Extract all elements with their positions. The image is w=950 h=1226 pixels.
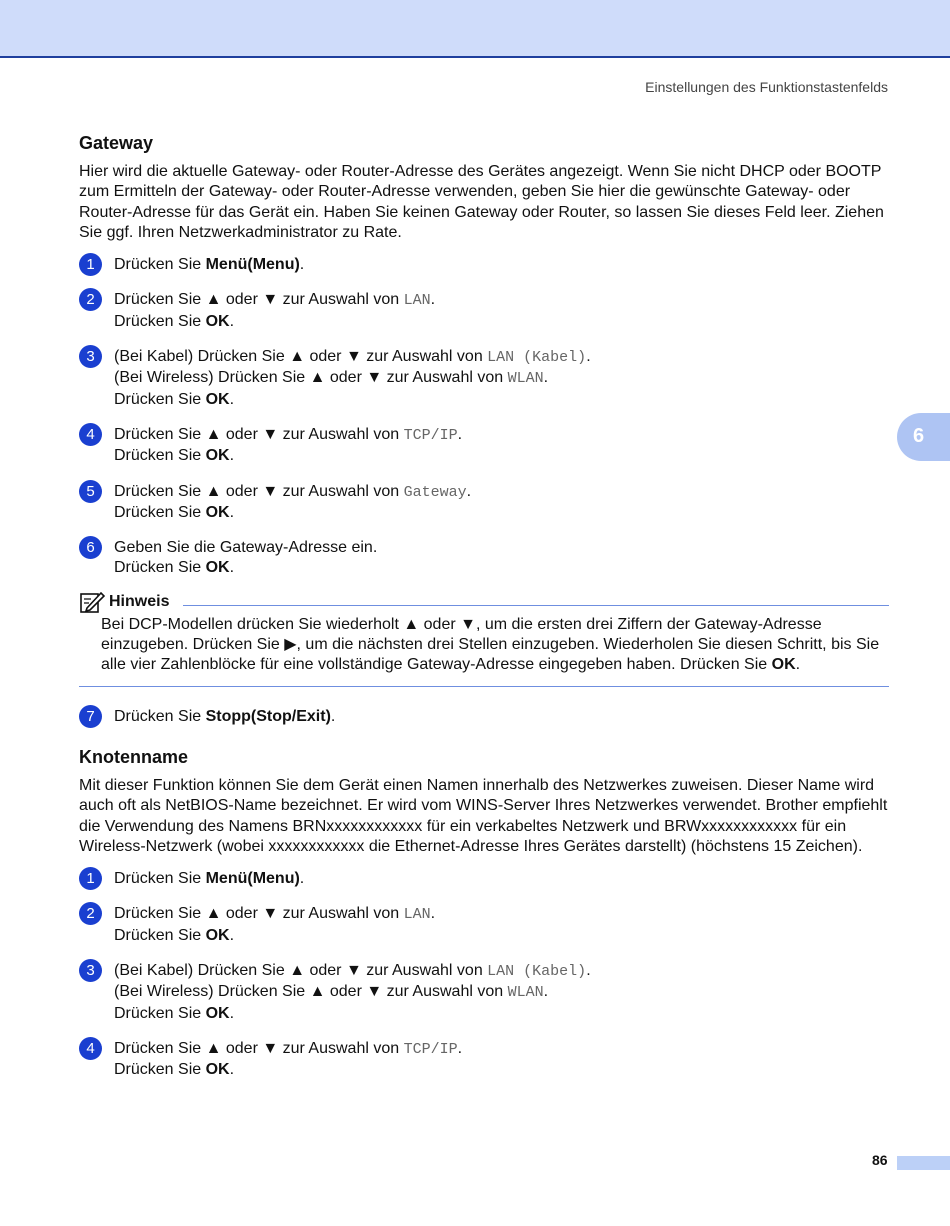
step-text: . [586,962,591,980]
step-item [79,961,889,1024]
step-text: Drücken Sie ▲ oder ▼ zur Auswahl von [114,1039,404,1057]
step-number-badge: 2 [79,288,102,311]
page-number: 86 [872,1152,888,1168]
note-text [79,615,889,676]
key-label: Menü(Menu) [205,870,300,888]
footer-bar [897,1156,950,1170]
menu-option: LAN (Kabel) [487,349,587,367]
step-text: . [229,312,235,330]
step-number-badge: 3 [79,959,102,982]
step-text: . [430,291,436,309]
step-text: Drücken Sie [114,926,206,944]
step-text: Drücken Sie [114,559,206,577]
key-label: OK [205,312,230,330]
section-title-knotenname: Knotenname [79,746,189,767]
page-content [79,133,889,1096]
step-text: . [543,983,549,1001]
step-item [79,1039,889,1081]
step-text: . [466,482,472,500]
step-text: Drücken Sie ▲ oder ▼ zur Auswahl von [114,905,404,923]
chapter-tab [897,413,950,461]
key-label: OK [205,447,230,465]
gateway-steps [79,255,889,579]
step-item [79,707,889,727]
step-number-badge: 1 [79,253,102,276]
note-pencil-icon [79,590,105,614]
key-label: OK [205,390,230,408]
note-title: Hinweis [109,592,170,610]
step-number-badge: 4 [79,1037,102,1060]
step-text: . [229,559,235,577]
step-text: Drücken Sie [114,707,206,725]
menu-option: TCP/IP [403,426,458,444]
section-knotenname [79,747,889,1081]
step-text: . [229,1061,235,1079]
key-label: OK [771,656,796,674]
menu-option: LAN [403,292,431,310]
step-text: Drücken Sie [114,256,206,274]
step-text: Drücken Sie [114,312,206,330]
step-text: . [330,707,336,725]
note-text-body: Bei DCP-Modellen drücken Sie wiederholt ▲ oder ▼, um die ersten drei Ziffern der Gateway-Adresse einzugeben. Drücken Sie ▶, um die nächsten drei Stellen einzugeben. Wiederholen Sie diesen Schritt, bis Sie alle vier Zahlenblöcke für eine vollständige Gateway-Adresse eingegeben haben. Drücken Sie [101,615,880,674]
knotenname-intro: Mit dieser Funktion können Sie dem Gerät einen Namen innerhalb des Netzwerkes zuweisen. Dieser Name wird auch oft als NetBIOS-Name bezeichnet. Er wird vom WINS-Server Ihres Netzwerkes verwendet. Brother empfiehlt die Verwendung des Namens BRNxxxxxxxxxxxx für ein verkabeltes Netzwerk und BRWxxxxxxxxxxxx für ein Wireless-Netzwerk (wobei xxxxxxxxxxxx die Ethernet-Adresse Ihres Gerätes darstellt) (höchstens 15 Zeichen). [79,776,888,855]
step-number-badge: 1 [79,867,102,890]
step-text: Drücken Sie ▲ oder ▼ zur Auswahl von [114,482,404,500]
step-item [79,482,889,524]
step-text: (Bei Kabel) Drücken Sie ▲ oder ▼ zur Auswahl von [114,348,488,366]
step-text: . [299,256,305,274]
step-text: Drücken Sie ▲ oder ▼ zur Auswahl von [114,291,404,309]
step-item [79,538,889,579]
step-text: (Bei Wireless) Drücken Sie ▲ oder ▼ zur Auswahl von [114,983,508,1001]
step-number-badge: 2 [79,902,102,925]
step-text: Geben Sie die Gateway-Adresse ein. [114,539,378,557]
step-text: Drücken Sie [114,390,206,408]
step-number-badge: 4 [79,423,102,446]
step-text: . [543,369,549,387]
step-number-badge: 5 [79,480,102,503]
running-title: Einstellungen des Funktionstastenfelds [645,79,888,95]
key-label: OK [205,503,230,521]
note-box [79,589,889,687]
step-text: . [229,1004,235,1022]
step-item [79,869,889,889]
step-text: Drücken Sie [114,447,206,465]
menu-option: Gateway [403,483,467,501]
step-text: . [299,870,305,888]
step-text: . [229,390,235,408]
menu-option: LAN (Kabel) [487,963,587,981]
step-item [79,347,889,410]
key-label: OK [205,1004,230,1022]
step-item [79,290,889,332]
step-text: . [457,425,463,443]
note-divider [183,605,889,606]
step-text: Drücken Sie [114,1061,206,1079]
step-item [79,904,889,946]
step-number-badge: 7 [79,705,102,728]
step-text: . [430,905,436,923]
note-text-end: . [795,656,801,674]
step-item [79,255,889,275]
step-text: Drücken Sie ▲ oder ▼ zur Auswahl von [114,425,404,443]
step-text: . [457,1039,463,1057]
section-title-gateway: Gateway [79,133,154,153]
menu-option: WLAN [507,984,544,1002]
menu-option: WLAN [507,370,544,388]
step-text: Drücken Sie [114,1004,206,1022]
knotenname-steps [79,869,889,1080]
step-text: . [229,926,235,944]
key-label: OK [205,559,230,577]
step-text: (Bei Kabel) Drücken Sie ▲ oder ▼ zur Auswahl von [114,962,488,980]
step-text: Drücken Sie [114,503,206,521]
header-band [0,0,950,58]
menu-option: TCP/IP [403,1040,458,1058]
step-text: (Bei Wireless) Drücken Sie ▲ oder ▼ zur Auswahl von [114,369,508,387]
step-text: . [586,348,591,366]
key-label: Stopp(Stop/Exit) [205,707,331,725]
step-text: . [229,447,235,465]
menu-option: LAN [403,906,431,924]
step-text: Drücken Sie [114,870,206,888]
note-header [79,589,889,615]
key-label: Menü(Menu) [205,256,300,274]
step-number-badge: 6 [79,536,102,559]
gateway-intro: Hier wird die aktuelle Gateway- oder Router-Adresse des Gerätes angezeigt. Wenn Sie nicht DHCP oder BOOTP zum Ermitteln der Gateway- oder Router-Adresse verwenden, geben Sie hier die gewünschte Gateway- oder Router-Adresse für das Gerät ein. Haben Sie keinen Gateway oder Router, so lassen Sie dieses Feld leer. Ziehen Sie ggf. Ihren Netzwerkadministrator zu Rate. [79,163,884,241]
step-text: . [229,503,235,521]
key-label: OK [205,926,230,944]
key-label: OK [205,1061,230,1079]
step-item [79,425,889,467]
chapter-number: 6 [913,425,925,447]
step-number-badge: 3 [79,345,102,368]
